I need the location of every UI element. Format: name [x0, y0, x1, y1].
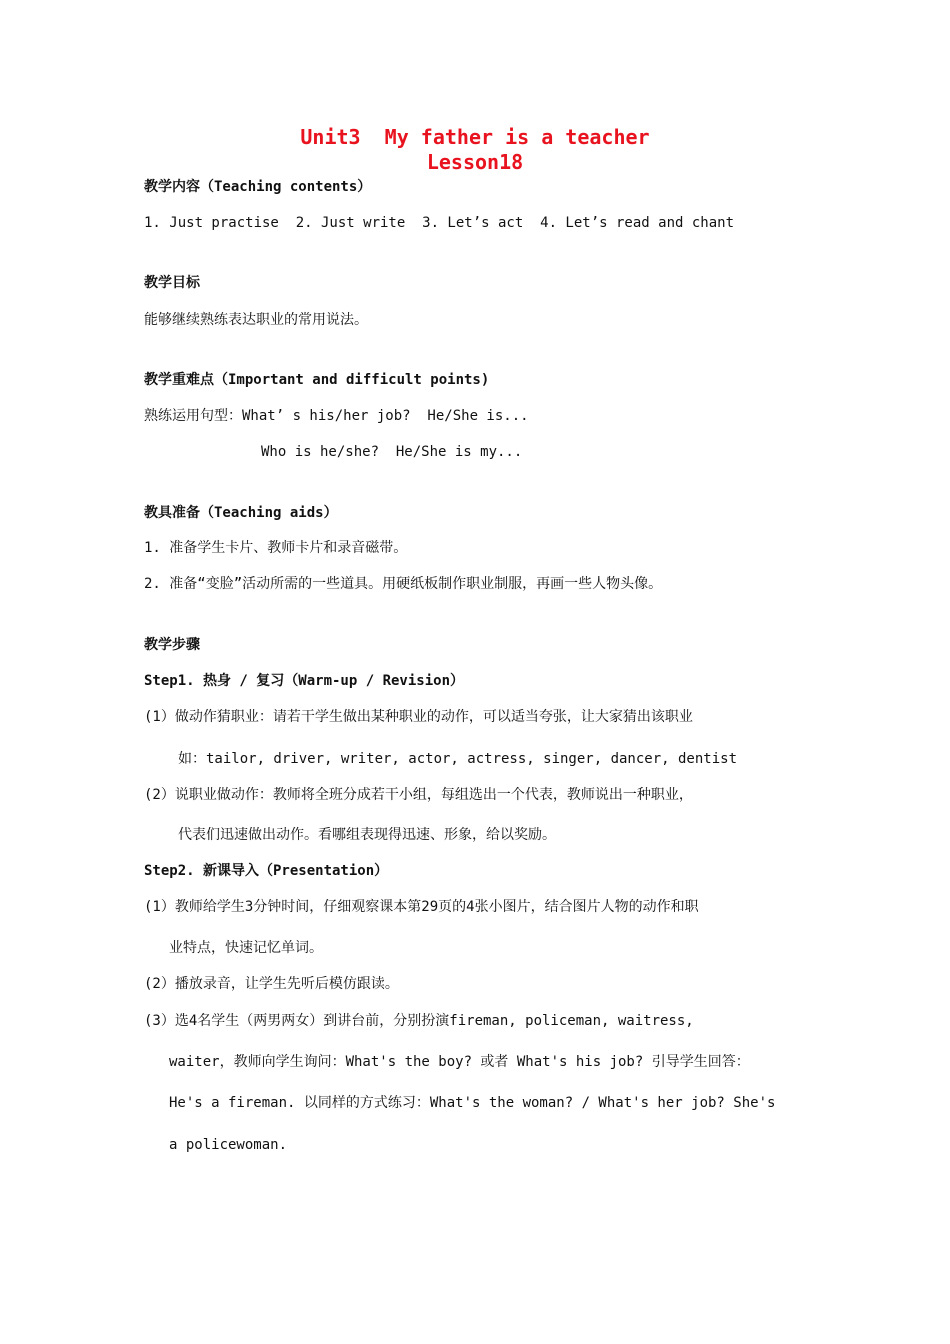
- contents-heading: 教学内容（Teaching contents）: [144, 179, 372, 195]
- steps-heading: 教学步骤: [144, 637, 200, 653]
- step2-item1-line1: (1）教师给学生3分钟时间，仔细观察课本第29页的4张小图片，结合图片人物的动作和职: [144, 899, 699, 915]
- step2-item3-line3: He's a fireman. 以同样的方式练习：What's the woman? / What's her job? She's: [169, 1095, 776, 1111]
- aids-heading: 教具准备（Teaching aids）: [144, 505, 338, 521]
- goals-text: 能够继续熟练表达职业的常用说法。: [144, 312, 368, 328]
- step1-item1-line2: 如：tailor, driver, writer, actor, actress, singer, dancer, dentist: [178, 751, 738, 767]
- step2-item3-line2: waiter，教师向学生询问：What's the boy? 或者 What's his job? 引导学生回答：: [169, 1054, 750, 1070]
- step1-heading: Step1. 热身 / 复习（Warm-up / Revision）: [144, 673, 465, 689]
- goals-heading: 教学目标: [144, 275, 200, 291]
- lesson-subtitle: Lesson18: [426, 150, 524, 174]
- step1-item2-line2: 代表们迅速做出动作。看哪组表现得迅速、形象，给以奖励。: [178, 827, 556, 843]
- key-points-heading: 教学重难点（Important and difficult points): [144, 372, 490, 388]
- step2-heading: Step2. 新课导入（Presentation）: [144, 863, 389, 879]
- contents-text: 1. Just practise 2. Just write 3. Let’s act 4. Let’s read and chant: [144, 215, 735, 231]
- document-title: Unit3 My father is a teacher: [300, 125, 650, 149]
- step1-item1-line1: (1）做动作猜职业：请若干学生做出某种职业的动作，可以适当夸张，让大家猜出该职业: [144, 709, 693, 725]
- step2-item2: (2）播放录音，让学生先听后模仿跟读。: [144, 976, 399, 992]
- key-points-line2: Who is he/she? He/She is my...: [261, 444, 523, 460]
- aids-item-1: 1. 准备学生卡片、教师卡片和录音磁带。: [144, 540, 408, 556]
- step2-item3-line4: a policewoman.: [169, 1137, 288, 1153]
- aids-item-2: 2. 准备“变脸”活动所需的一些道具。用硬纸板制作职业制服，再画一些人物头像。: [144, 576, 663, 592]
- step1-item2-line1: (2）说职业做动作：教师将全班分成若干小组，每组选出一个代表，教师说出一种职业，: [144, 787, 693, 803]
- key-points-line1: 熟练运用句型：What’ s his/her job? He/She is...: [144, 408, 529, 424]
- step2-item1-line2: 业特点，快速记忆单词。: [169, 940, 323, 956]
- step2-item3-line1: (3）选4名学生（两男两女）到讲台前，分别扮演fireman, policeman, waitress,: [144, 1013, 694, 1029]
